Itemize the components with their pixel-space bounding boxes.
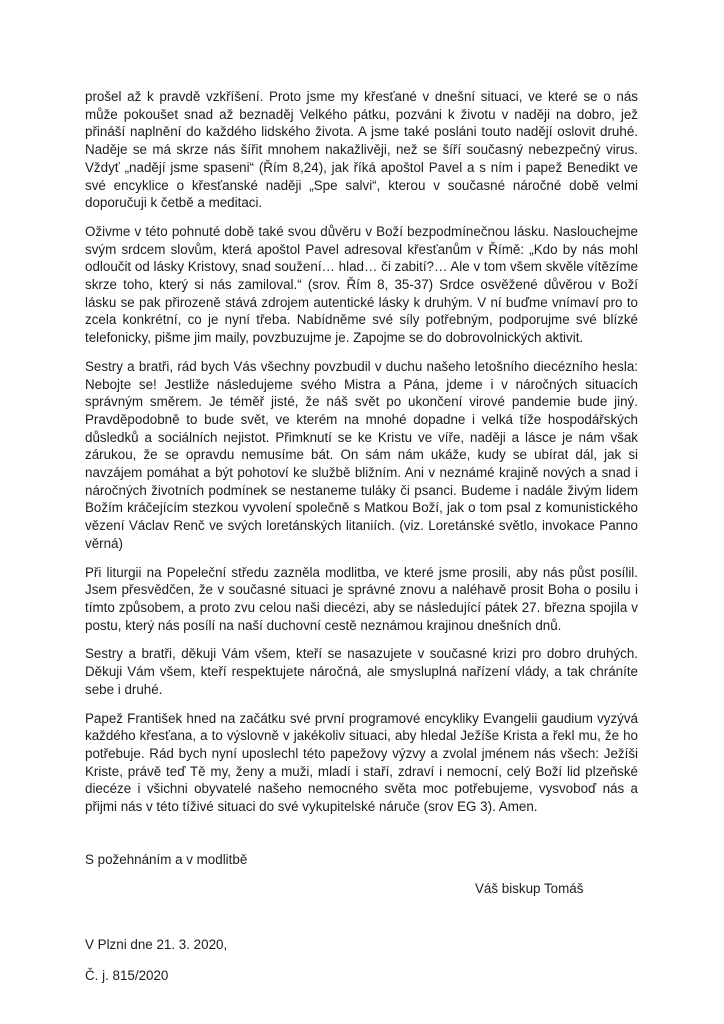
letter-body	[85, 88, 638, 985]
letter-paragraph-4: Při liturgii na Popeleční středu zazněla modlitba, ve které jsme prosili, aby nás půst posílil. Jsem přesvědčen, že v současné situaci je správné znovu a naléhavě prosit Boha o posilu i tímto způsobem, a proto zvu celou naši diecézi, aby se následující pátek 27. března spojila v postu, který nás posílí na naší duchovní cestě neznámou krajinou dnešních dnů.	[85, 564, 638, 633]
closing-salutation: S požehnáním a v modlitbě	[85, 851, 248, 867]
letter-paragraph-6: Papež František hned na začátku své první programové encykliky Evangelii gaudium vyzývá každého křesťana, a to výslovně v jakékoliv situaci, aby hledal Ježíše Krista a řekl mu, že ho potřebuje. Rád bych nyní uposlechl této papežovy výzvy a zvolal jménem nás všech: Ježíši Kriste, právě teď Tě my, ženy a muži, mladí i staří, zdraví i nemocní, celý Boží lid plzeňské diecéze i všichni obyvatelé našeho nemocného světa moc potřebujeme, vysvoboď nás a přijmi nás v této tíživé situaci do své vykupitelské náruče (srov EG 3). Amen.	[85, 710, 638, 815]
letter-paragraph-5: Sestry a bratři, děkuji Vám všem, kteří se nasazujete v současné krizi pro dobro druhých. Děkuji Vám všem, kteří respektujete náročná, ale smysluplná nařízení vlády, a tak chráníte sebe i druhé.	[85, 646, 638, 697]
letter-paragraph-3: Sestry a bratři, rád bych Vás všechny povzbudil v duchu našeho letošního diecézního hesla: Nebojte se! Jestliže následujeme svého Mistra a Pána, jdeme i v náročných situacích správným směrem. Je téměř jisté, že náš svět po ukončení virové pandemie bude jiný. Pravděpodobně to bude svět, ve kterém na mnohé dopadne i velká tíže hospodářských důsledků a sociálních nejistot. Přimknutí se ke Kristu ve víře, naději a lásce je nám však zárukou, že se opravdu nemusíme bát. On sám nám ukáže, kudy se ubírat dál, jak si navzájem pomáhat a být pohotoví ke službě bližním. Ani v neznámé krajině nových a snad i náročných životních podmínek se nestaneme tuláky či psanci. Budeme i nadále živým lidem Božím kráčejícím stezkou vyvolení společně s Matkou Boží, jak o tom psal z komunistického vězení Václav Renč ve svých loretánských litaniích. (viz. Loretánské světlo, invokace Panno věrná)	[85, 358, 638, 551]
signature: Váš biskup Tomáš	[475, 881, 584, 897]
place-and-date: V Plzni dne 21. 3. 2020,	[85, 937, 228, 953]
letter-paragraph-2: Oživme v této pohnuté době také svou důvěru v Boží bezpodmínečnou lásku. Naslouchejme svým srdcem slovům, která apoštol Pavel adresoval křesťanům v Římě: „Kdo by nás mohl odloučit od lásky Kristovy, snad soužení… hlad… či zabití?… Ale v tom všem skvěle vítězíme skrze toho, který si nás zamiloval.“ (srov. Řím 8, 35-37) Srdce osvěžené důvěrou v Boží lásku se pak přirozeně stává zdrojem autentické lásky k druhým. V ní buďme vnímaví pro to zcela konkrétní, co je nyní třeba. Nabídněme své síly potřebným, podporujme své blízké telefonicky, pišme jim maily, povzbuzujme je. Zapojme se do dobrovolnických aktivit.	[85, 223, 638, 346]
letter-paragraph-1: prošel až k pravdě vzkříšení. Proto jsme my křesťané v dnešní situaci, ve které se o nás může pokoušet snad až beznaděj Velkého pátku, pozváni k životu v naději na dobro, jež přináší naplnění do každého lidského života. A jsme také posláni touto nadějí oslovit druhé. Naděje se má skrze nás šířit mnohem nakažlivěji, než se šíří současný nebezpečný virus. Vždyť „nadějí jsme spaseni“ (Řím 8,24), jak říká apoštol Pavel a s ním i papež Benedikt ve své encyklice o křesťanské naději „Spe salvi“, kterou v současné náročné době velmi doporučuji k četbě a meditaci.	[85, 89, 638, 211]
reference-number: Č. j. 815/2020	[85, 967, 169, 983]
